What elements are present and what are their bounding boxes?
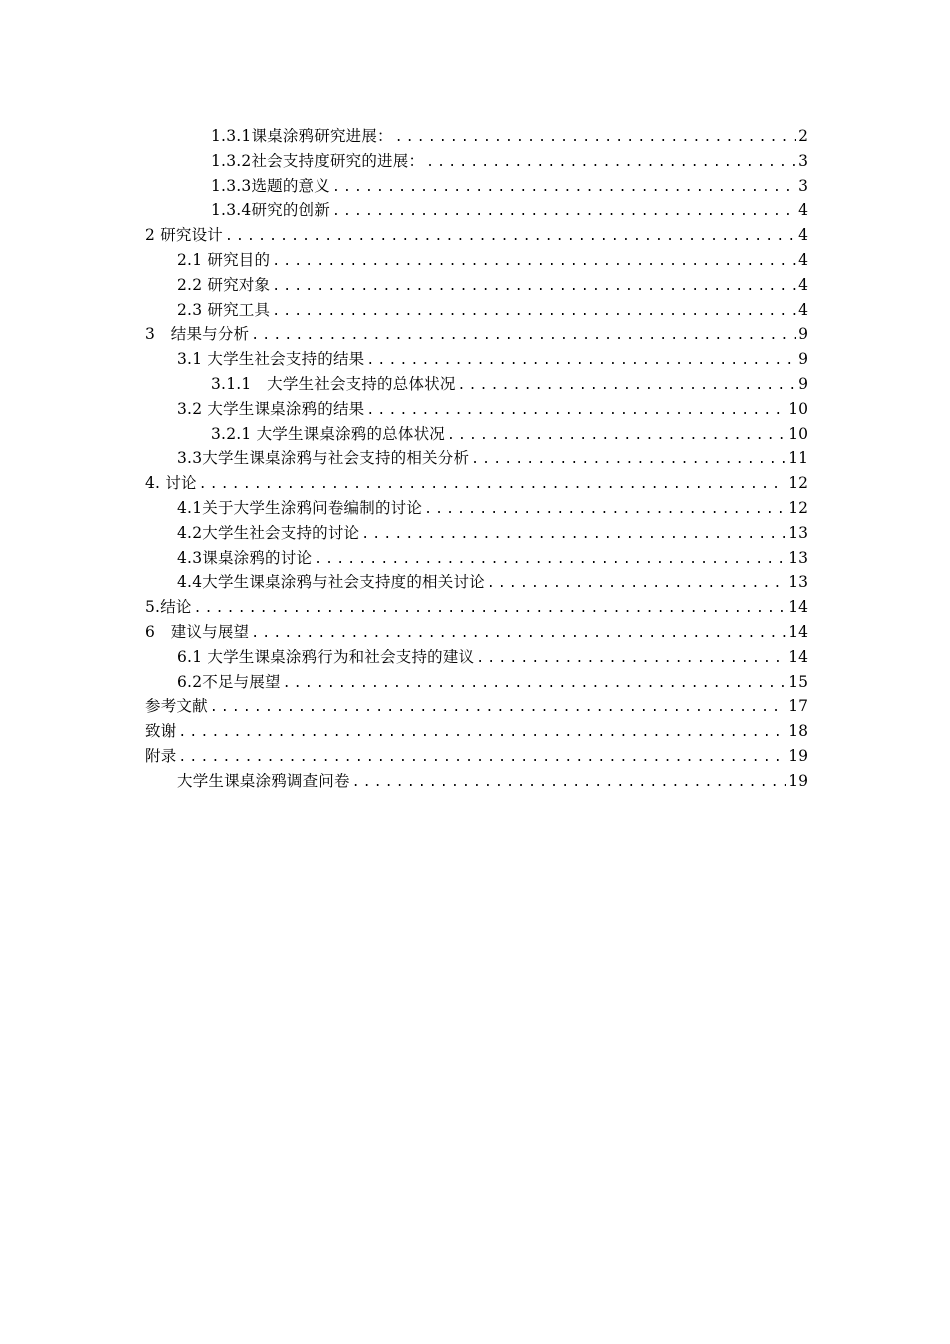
toc-page-number: 9 [798, 350, 808, 369]
toc-entry-title: 6.1 大学生课桌涂鸦行为和社会支持的建议 [177, 647, 475, 666]
toc-entry[interactable] [145, 570, 808, 595]
toc-entry[interactable] [145, 422, 808, 447]
toc-entry-title: 5.结论 [145, 598, 192, 617]
toc-entry-title: 6.2不足与展望 [177, 672, 281, 691]
toc-entry-title: 1.3.3选题的意义 [211, 176, 330, 195]
toc-dot-leader [283, 672, 787, 695]
toc-dot-leader [424, 498, 786, 521]
toc-page-number: 13 [788, 573, 808, 592]
toc-page-number: 12 [788, 474, 808, 493]
toc-entry-title: 4.4大学生课桌涂鸦与社会支持度的相关讨论 [177, 573, 485, 592]
toc-page-number: 9 [798, 325, 808, 344]
toc-dot-leader [395, 126, 796, 149]
toc-dot-leader [314, 548, 786, 571]
toc-entry[interactable] [145, 620, 808, 645]
toc-entry-title: 3.1 大学生社会支持的结果 [177, 350, 365, 369]
toc-dot-leader [366, 399, 786, 422]
toc-entry[interactable] [145, 521, 808, 546]
toc-page-number: 10 [788, 399, 808, 418]
toc-page-number: 14 [788, 598, 808, 617]
toc-entry[interactable] [145, 124, 808, 149]
toc-page-number: 14 [788, 622, 808, 641]
toc-entry[interactable] [145, 546, 808, 571]
toc-entry-title: 3.2.1 大学生课桌涂鸦的总体状况 [211, 424, 445, 443]
toc-page-number: 19 [788, 746, 808, 765]
toc-page-number: 3 [798, 151, 808, 170]
toc-entry[interactable] [145, 595, 808, 620]
toc-page-number: 19 [788, 771, 808, 790]
toc-entry-title: 6 建议与展望 [145, 622, 250, 641]
toc-entry[interactable] [145, 694, 808, 719]
toc-entry[interactable] [145, 446, 808, 471]
toc-entry[interactable] [145, 248, 808, 273]
toc-dot-leader [352, 771, 787, 794]
toc-entry[interactable] [145, 347, 808, 372]
toc-entry-title: 4.1关于大学生涂鸦问卷编制的讨论 [177, 498, 423, 517]
toc-entry-title: 2.2 研究对象 [177, 275, 271, 294]
toc-entry[interactable] [145, 174, 808, 199]
toc-entry[interactable] [145, 223, 808, 248]
toc-dot-leader [272, 275, 796, 298]
toc-entry-title: 致谢 [145, 722, 177, 741]
toc-dot-leader [447, 424, 786, 447]
toc-entry[interactable] [145, 744, 808, 769]
toc-entry[interactable] [145, 471, 808, 496]
toc-entry[interactable] [145, 298, 808, 323]
toc-entry-title: 2.1 研究目的 [177, 250, 271, 269]
toc-entry-title: 3 结果与分析 [145, 325, 250, 344]
toc-page-number: 4 [798, 250, 808, 269]
toc-dot-leader [426, 151, 796, 174]
toc-entry-title: 2.3 研究工具 [177, 300, 271, 319]
toc-entry-title: 大学生课桌涂鸦调查问卷 [177, 771, 350, 790]
toc-dot-leader [458, 374, 797, 397]
toc-entry[interactable] [145, 397, 808, 422]
toc-dot-leader [471, 448, 786, 471]
toc-page-number: 13 [788, 548, 808, 567]
toc-dot-leader [178, 721, 786, 744]
toc-page-number: 4 [798, 300, 808, 319]
toc-dot-leader [487, 572, 786, 595]
toc-page-number: 15 [788, 672, 808, 691]
toc-page-number: 4 [798, 201, 808, 220]
toc-page-number: 11 [788, 449, 808, 468]
toc-page-number: 9 [798, 374, 808, 393]
toc-entry[interactable] [145, 719, 808, 744]
toc-dot-leader [272, 300, 796, 323]
toc-dot-leader [476, 647, 786, 670]
toc-entry[interactable] [145, 670, 808, 695]
toc-entry[interactable] [145, 198, 808, 223]
toc-entry[interactable] [145, 645, 808, 670]
toc-page-number: 12 [788, 498, 808, 517]
toc-entry-title: 3.3大学生课桌涂鸦与社会支持的相关分析 [177, 449, 470, 468]
toc-dot-leader [225, 225, 796, 248]
toc-dot-leader [332, 176, 796, 199]
toc-entry-title: 附录 [145, 746, 177, 765]
toc-dot-leader [272, 250, 796, 273]
toc-entry-title: 4.2大学生社会支持的讨论 [177, 523, 360, 542]
table-of-contents [145, 124, 808, 794]
toc-entry[interactable] [145, 769, 808, 794]
toc-dot-leader [178, 746, 786, 769]
toc-entry-title: 1.3.2社会支持度研究的进展： [211, 151, 425, 170]
toc-page-number: 17 [788, 697, 808, 716]
toc-page-number: 14 [788, 647, 808, 666]
toc-dot-leader [332, 200, 796, 223]
toc-dot-leader [199, 473, 787, 496]
toc-entry-title: 1.3.4研究的创新 [211, 201, 330, 220]
toc-page-number: 3 [798, 176, 808, 195]
toc-page-number: 13 [788, 523, 808, 542]
toc-entry-title: 3.1.1 大学生社会支持的总体状况 [211, 374, 456, 393]
toc-dot-leader [361, 523, 786, 546]
toc-page-number: 10 [788, 424, 808, 443]
toc-entry-title: 1.3.1课桌涂鸦研究进展： [211, 127, 393, 145]
toc-entry-title: 3.2 大学生课桌涂鸦的结果 [177, 399, 365, 418]
toc-entry[interactable] [145, 273, 808, 298]
toc-page-number: 4 [798, 275, 808, 294]
toc-dot-leader [210, 696, 786, 719]
toc-dot-leader [194, 597, 787, 620]
toc-entry-title: 参考文献 [145, 697, 208, 716]
toc-entry-title: 4.3课桌涂鸦的讨论 [177, 548, 313, 567]
toc-entry[interactable] [145, 322, 808, 347]
toc-entry-title: 2 研究设计 [145, 226, 223, 245]
toc-dot-leader [251, 324, 796, 347]
toc-dot-leader [366, 349, 796, 372]
toc-entry[interactable] [145, 149, 808, 174]
toc-page-number: 2 [798, 127, 808, 145]
toc-page-number: 4 [798, 226, 808, 245]
toc-entry[interactable] [145, 496, 808, 521]
toc-entry-title: 4. 讨论 [145, 474, 197, 493]
toc-entry[interactable] [145, 372, 808, 397]
toc-dot-leader [251, 622, 786, 645]
toc-page-number: 18 [788, 722, 808, 741]
